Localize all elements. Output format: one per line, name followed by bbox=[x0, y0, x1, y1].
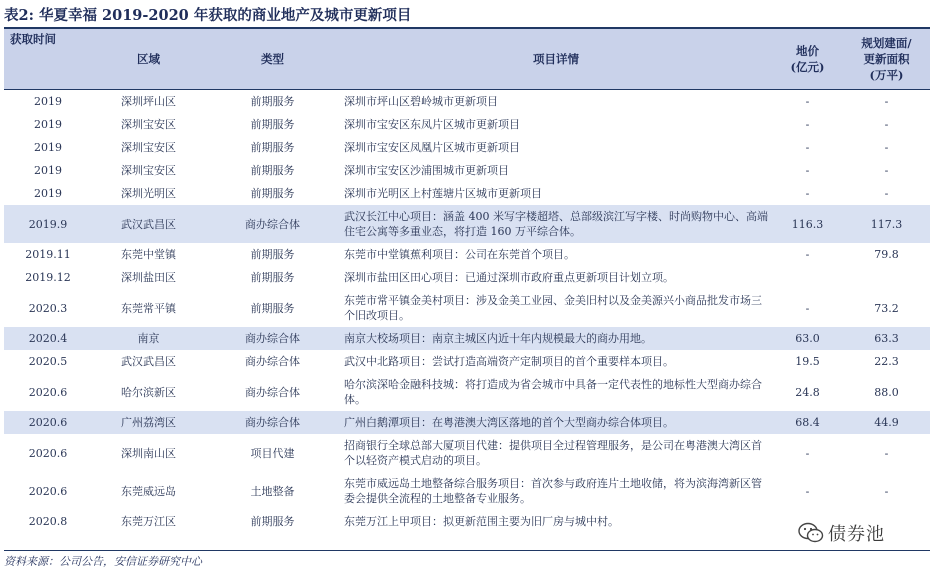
cell-detail: 广州白鹅潭项目：在粤港澳大湾区落地的首个大型商办综合体项目。 bbox=[340, 411, 772, 434]
cell-area: - bbox=[884, 164, 889, 177]
table-row bbox=[4, 136, 930, 159]
cell-area: 73.2 bbox=[874, 301, 899, 315]
table-title: 表2: 华夏幸福 2019-2020 年获取的商业地产及城市更新项目 bbox=[4, 7, 412, 24]
bottom-rule bbox=[4, 550, 930, 551]
cell-region: 南京 bbox=[92, 327, 205, 350]
cell-time: 2020.3 bbox=[28, 301, 68, 315]
cell-type: 商办综合体 bbox=[205, 205, 340, 243]
cell-price: - bbox=[805, 248, 810, 261]
cell-price: - bbox=[805, 118, 810, 131]
cell-type: 前期服务 bbox=[250, 301, 295, 315]
table-row bbox=[4, 472, 930, 510]
table-row bbox=[4, 434, 930, 472]
header-price-unit: (亿元) bbox=[790, 60, 825, 74]
cell-region: 深圳宝安区 bbox=[121, 164, 176, 177]
cell-detail: 东莞市常平镇金美村项目：涉及金美工业园、金美旧村以及金美源兴小商品批发市场三个旧改项目。 bbox=[344, 294, 762, 322]
cell-detail: 深圳市坪山区碧岭城市更新项目 bbox=[340, 90, 772, 114]
cell-price: 63.0 bbox=[772, 327, 843, 350]
watermark-text: 债券池 bbox=[828, 524, 885, 545]
cell-price: - bbox=[805, 187, 810, 200]
cell-type: 前期服务 bbox=[250, 118, 295, 131]
header-area bbox=[843, 29, 930, 90]
cell-area bbox=[843, 266, 930, 289]
cell-time: 2020.6 bbox=[4, 411, 92, 434]
cell-time: 2019.9 bbox=[4, 205, 92, 243]
table-row bbox=[4, 327, 930, 350]
cell-type: 商办综合体 bbox=[205, 411, 340, 434]
cell-area: - bbox=[884, 484, 889, 498]
table-row bbox=[4, 159, 930, 182]
cell-detail: 东莞市中堂镇蕉利项目：公司在东莞首个项目。 bbox=[344, 248, 575, 261]
header-area-line3: (万平) bbox=[869, 68, 904, 82]
cell-area: 44.9 bbox=[843, 411, 930, 434]
cell-region: 东莞威远岛 bbox=[121, 484, 176, 498]
watermark bbox=[798, 520, 885, 546]
cell-type: 前期服务 bbox=[205, 90, 340, 114]
cell-price: - bbox=[805, 141, 810, 154]
table-body bbox=[4, 90, 930, 534]
table-row bbox=[4, 205, 930, 243]
table-row bbox=[4, 90, 930, 114]
cell-time: 2019 bbox=[34, 141, 62, 154]
cell-price: - bbox=[805, 164, 810, 177]
cell-region: 武汉武昌区 bbox=[92, 205, 205, 243]
header-area-line2: 更新面积 bbox=[863, 52, 910, 66]
cell-detail: 武汉长江中心项目：涵盖 400 米写字楼超塔、总部级滨江写字楼、时尚购物中心、高端住宅公寓等多重业态，将打造 160 万平综合体。 bbox=[340, 205, 772, 243]
cell-price: - bbox=[805, 484, 810, 498]
cell-time: 2019 bbox=[34, 118, 62, 131]
cell-time: 2020.6 bbox=[28, 484, 68, 498]
table-header-row bbox=[4, 29, 930, 90]
header-region: 区域 bbox=[92, 29, 205, 90]
table-row bbox=[4, 266, 930, 289]
cell-detail: 武汉中北路项目：尝试打造高端资产定制项目的首个重要样本项目。 bbox=[344, 355, 674, 368]
table-row bbox=[4, 243, 930, 266]
cell-time: 2019.11 bbox=[25, 248, 71, 261]
cell-price: 24.8 bbox=[795, 385, 820, 399]
table-row bbox=[4, 373, 930, 411]
cell-detail: 深圳市宝安区凤凰片区城市更新项目 bbox=[344, 141, 520, 154]
cell-area: 22.3 bbox=[874, 355, 899, 368]
cell-type: 商办综合体 bbox=[205, 327, 340, 350]
cell-detail: 东莞万江上甲项目：拟更新范围主要为旧厂房与城中村。 bbox=[344, 515, 619, 528]
cell-price: - bbox=[805, 301, 810, 315]
cell-price bbox=[772, 266, 843, 289]
cell-detail: 南京大校场项目：南京主城区内近十年内规模最大的商办用地。 bbox=[340, 327, 772, 350]
cell-area: 79.8 bbox=[874, 248, 899, 261]
cell-area: - bbox=[884, 446, 889, 460]
cell-area: - bbox=[884, 118, 889, 131]
cell-time: 2020.6 bbox=[28, 385, 68, 399]
cell-region: 深圳南山区 bbox=[121, 446, 176, 460]
header-price-label: 地价 bbox=[796, 44, 819, 58]
table-row bbox=[4, 411, 930, 434]
projects-table bbox=[4, 29, 930, 533]
cell-type: 前期服务 bbox=[250, 141, 295, 154]
cell-price: 19.5 bbox=[795, 355, 820, 368]
cell-type: 商办综合体 bbox=[245, 385, 300, 399]
cell-region: 深圳坪山区 bbox=[92, 90, 205, 114]
cell-detail: 深圳市宝安区沙浦围城市更新项目 bbox=[344, 164, 509, 177]
cell-area: - bbox=[884, 141, 889, 154]
cell-type: 前期服务 bbox=[250, 164, 295, 177]
header-time: 获取时间 bbox=[4, 29, 92, 90]
wechat-icon bbox=[798, 522, 824, 544]
cell-region: 东莞中堂镇 bbox=[121, 248, 176, 261]
cell-time: 2019.12 bbox=[25, 271, 71, 284]
cell-region: 深圳光明区 bbox=[121, 187, 176, 200]
cell-price: - bbox=[805, 446, 810, 460]
cell-type: 前期服务 bbox=[250, 187, 295, 200]
cell-type: 商办综合体 bbox=[245, 355, 300, 368]
source-note: 资料来源：公司公告，安信证券研究中心 bbox=[4, 555, 202, 568]
cell-region: 武汉武昌区 bbox=[121, 355, 176, 368]
cell-detail: 深圳市宝安区东凤片区城市更新项目 bbox=[344, 118, 520, 131]
cell-time: 2020.4 bbox=[4, 327, 92, 350]
cell-area: - bbox=[884, 187, 889, 200]
cell-price: 116.3 bbox=[772, 205, 843, 243]
table-row bbox=[4, 350, 930, 373]
cell-detail: 哈尔滨深哈金融科技城：将打造成为省会城市中具备一定代表性的地标性大型商办综合体。 bbox=[344, 378, 762, 406]
cell-type: 土地整备 bbox=[250, 484, 295, 498]
cell-region: 深圳盐田区 bbox=[121, 271, 176, 284]
cell-region: 深圳宝安区 bbox=[121, 118, 176, 131]
cell-price: 68.4 bbox=[772, 411, 843, 434]
cell-type: 前期服务 bbox=[250, 248, 295, 261]
cell-region: 东莞万江区 bbox=[121, 515, 176, 528]
table-row bbox=[4, 289, 930, 327]
header-area-line1: 规划建面/ bbox=[861, 36, 912, 50]
header-detail: 项目详情 bbox=[340, 29, 772, 90]
cell-time: 2019 bbox=[4, 90, 92, 114]
cell-time: 2020.5 bbox=[28, 355, 68, 368]
cell-area: - bbox=[843, 90, 930, 114]
cell-region: 广州荔湾区 bbox=[92, 411, 205, 434]
header-price bbox=[772, 29, 843, 90]
cell-time: 2020.8 bbox=[28, 515, 68, 528]
cell-time: 2019 bbox=[34, 187, 62, 200]
cell-region: 东莞常平镇 bbox=[121, 301, 176, 315]
cell-time: 2020.6 bbox=[28, 446, 68, 460]
cell-time: 2019 bbox=[34, 164, 62, 177]
cell-detail: 深圳市盐田区田心项目：已通过深圳市政府重点更新项目计划立项。 bbox=[344, 271, 674, 284]
cell-price: - bbox=[772, 90, 843, 114]
header-type: 类型 bbox=[205, 29, 340, 90]
cell-type: 项目代建 bbox=[250, 446, 295, 460]
cell-type: 前期服务 bbox=[250, 515, 295, 528]
cell-area: 88.0 bbox=[874, 385, 899, 399]
cell-region: 深圳宝安区 bbox=[121, 141, 176, 154]
table-row bbox=[4, 113, 930, 136]
cell-area: 63.3 bbox=[843, 327, 930, 350]
table-row bbox=[4, 510, 930, 533]
cell-detail: 深圳市光明区上村莲塘片区城市更新项目 bbox=[344, 187, 542, 200]
cell-region: 哈尔滨新区 bbox=[121, 385, 176, 399]
cell-area: 117.3 bbox=[843, 205, 930, 243]
cell-detail: 招商银行全球总部大厦项目代建：提供项目全过程管理服务，是公司在粤港澳大湾区首个以轻资产模式启动的项目。 bbox=[344, 439, 762, 467]
table-row bbox=[4, 182, 930, 205]
cell-type: 前期服务 bbox=[250, 271, 295, 284]
cell-detail: 东莞市威远岛土地整备综合服务项目：首次参与政府连片土地收储，将为滨海湾新区管委会提供全流程的土地整备专业服务。 bbox=[344, 477, 762, 505]
